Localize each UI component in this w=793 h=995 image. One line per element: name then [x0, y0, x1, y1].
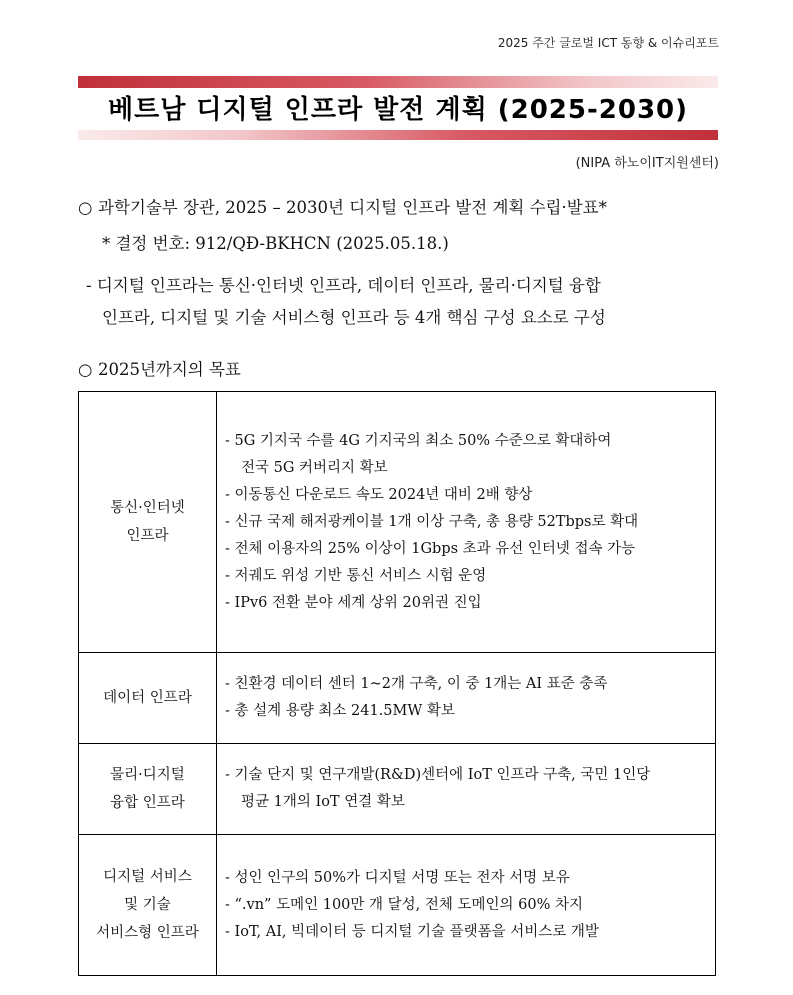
category-label: 물리·디지털: [110, 767, 185, 783]
goal-item: 평균 1개의 IoT 연결 확보: [241, 794, 405, 810]
category-label: 데이터 인프라: [103, 690, 192, 706]
sub-point-line-2: 인프라, 디지털 및 기술 서비스형 인프라 등 4개 핵심 구성 요소로 구성: [102, 308, 606, 327]
point-1-text: 과학기술부 장관, 2025 – 2030년 디지털 인프라 발전 계획 수립·발표*: [98, 198, 607, 217]
category-cell: [79, 835, 217, 976]
point-2-text: 2025년까지의 목표: [98, 360, 241, 379]
goal-item: - “.vn” 도메인 100만 개 달성, 전체 도메인의 60% 차지: [225, 896, 583, 913]
goal-item: - 전체 이용자의 25% 이상이 1Gbps 초과 유선 인터넷 접속 가능: [225, 540, 636, 557]
category-cell: [79, 744, 217, 835]
goal-item: - IPv6 전환 분야 세계 상위 20위권 진입: [225, 594, 482, 611]
items-cell: [217, 392, 716, 653]
report-series-label: 2025 주간 글로벌 ICT 동향 & 이슈리포트: [497, 36, 719, 50]
items-cell: [217, 835, 716, 976]
category-label: 디지털 서비스: [103, 869, 192, 885]
category-cell: [79, 392, 217, 653]
category-label: 및 기술: [124, 897, 171, 913]
goal-item: - 친환경 데이터 센터 1~2개 구축, 이 중 1개는 AI 표준 충족: [225, 676, 608, 692]
items-cell: [217, 744, 716, 835]
goals-table: [78, 391, 716, 976]
goal-item: - IoT, AI, 빅데이터 등 디지털 기술 플랫폼을 서비스로 개발: [225, 923, 599, 940]
title-band-bottom: [78, 130, 718, 140]
point-1: [78, 194, 607, 218]
table-row: [79, 653, 716, 744]
category-label: 통신·인터넷: [110, 500, 185, 516]
category-cell: [79, 653, 217, 744]
category-label: 융합 인프라: [110, 795, 185, 811]
source-label: (NIPA 하노이IT지원센터): [575, 156, 719, 171]
category-label: 인프라: [126, 528, 169, 544]
goal-item: 전국 5G 커버리지 확보: [241, 459, 388, 476]
table-row: [79, 392, 716, 653]
point-1-note: * 결정 번호: 912/QĐ-BKHCN (2025.05.18.): [102, 234, 449, 253]
goal-item: - 기술 단지 및 연구개발(R&D)센터에 IoT 인프라 구축, 국민 1인당: [225, 767, 651, 783]
sub-point-line-1: - 디지털 인프라는 통신·인터넷 인프라, 데이터 인프라, 물리·디지털 융합: [86, 276, 601, 295]
title-band-top: [78, 76, 718, 88]
page-title: 베트남 디지털 인프라 발전 계획 (2025-2030): [107, 95, 689, 125]
goal-item: - 5G 기지국 수를 4G 기지국의 최소 50% 수준으로 확대하여: [225, 432, 612, 449]
point-2: [78, 356, 241, 380]
category-label: 서비스형 인프라: [96, 925, 199, 941]
circle-bullet-icon: ○: [78, 360, 93, 379]
goal-item: - 신규 국제 해저광케이블 1개 이상 구축, 총 용량 52Tbps로 확대: [225, 513, 639, 530]
items-cell: [217, 653, 716, 744]
circle-bullet-icon: ○: [78, 198, 93, 217]
goal-item: - 이동통신 다운로드 속도 2024년 대비 2배 향상: [225, 486, 533, 503]
goal-item: - 성인 인구의 50%가 디지털 서명 또는 전자 서명 보유: [225, 869, 570, 886]
table-row: [79, 744, 716, 835]
goal-item: - 저궤도 위성 기반 통신 서비스 시험 운영: [225, 567, 487, 584]
goal-item: - 총 설계 용량 최소 241.5MW 확보: [225, 703, 455, 719]
table-row: [79, 835, 716, 976]
